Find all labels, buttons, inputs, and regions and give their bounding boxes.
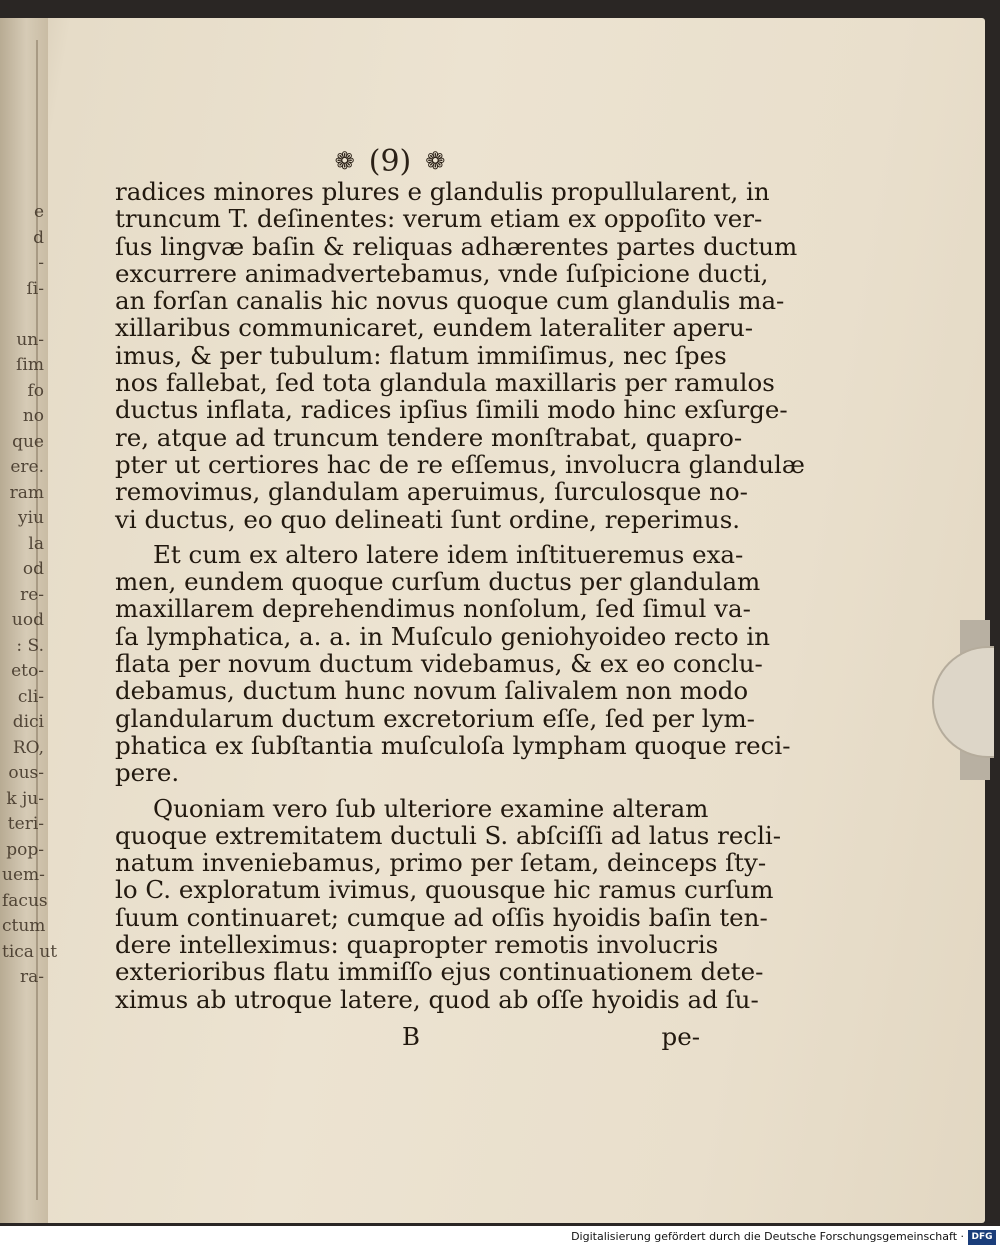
margin-fragment: re- — [20, 584, 44, 605]
text-line: pter ut certiores hac de re eſſemus, involucra glandulæ — [115, 449, 805, 479]
margin-fragment: no — [22, 406, 44, 426]
page-header — [320, 142, 460, 180]
signature-mark: B — [402, 1022, 421, 1051]
text-line: ximus ab utroque latere, quod ab oſſe hyoidis ad ſu- — [115, 984, 759, 1014]
text-line: truncum T. deſinentes: verum etiam ex oppoſito ver- — [115, 204, 763, 234]
margin-fragment: yiu — [18, 508, 44, 528]
text-line: an forſan canalis hic novus quoque cum glandulis ma- — [115, 286, 785, 316]
margin-fragment: tica ut — [2, 941, 58, 962]
text-line: exterioribus flatu immiſſo ejus continuationem dete- — [115, 957, 764, 987]
margin-fragment: facus — [2, 890, 48, 911]
text-line: ductus inflata, radices ipſius ſimili modo hinc exſurge- — [115, 395, 788, 425]
text-line: ſuum continuaret; cumque ad oſſis hyoidis baſin ten- — [115, 902, 768, 932]
text-line: ſus lingvæ baſin & reliquas adhærentes partes ductum — [115, 231, 798, 261]
margin-fragment: eto- — [11, 661, 44, 681]
margin-fragment: que — [12, 431, 44, 452]
margin-fragment: uem- — [2, 865, 45, 885]
credit-text: Digitalisierung gefördert durch die Deutsche Forschungsgemeinschaft · — [571, 1230, 964, 1243]
ornament-left-icon: ❁ — [334, 147, 355, 175]
text-line: excurrere animadvertebamus, vnde ſuſpicione ducti, — [115, 258, 769, 288]
text-line: imus, & per tubulum: flatum immiſimus, nec ſpes — [115, 340, 727, 370]
margin-fragment: pop- — [6, 839, 44, 860]
margin-fragment: ram — [9, 482, 44, 503]
margin-fragment: teri- — [7, 814, 44, 834]
margin-fragment: dici — [12, 712, 44, 732]
margin-fragment: ſi- — [26, 278, 44, 299]
margin-fragment: ere. — [10, 457, 44, 477]
text-line: ſa lymphatica, a. a. in Muſculo geniohyoideo recto in — [115, 621, 771, 651]
margin-fragment: d — [33, 227, 44, 248]
text-line: Et cum ex altero latere idem inſtitueremus exa- — [153, 539, 744, 569]
margin-fragment: cli- — [17, 686, 44, 707]
ornament-right-icon: ❁ — [425, 147, 446, 175]
text-line: Quoniam vero ſub ulteriore examine alteram — [153, 793, 709, 823]
text-line: flata per novum ductum videbamus, & ex eo conclu- — [115, 649, 763, 679]
margin-fragment: k ju- — [6, 788, 44, 809]
margin-fragment: od — [22, 559, 44, 579]
facing-page-text-fragments — [2, 200, 58, 1160]
text-line: removimus, glandulam aperuimus, ſurculosque no- — [115, 477, 748, 507]
text-line: radices minores plures e glandulis propullularent, in — [115, 177, 770, 206]
dfg-logo: DFG — [968, 1230, 996, 1245]
text-line: vi ductus, eo quo delineati ſunt ordine, reperimus. — [115, 504, 741, 534]
text-line: maxillarem deprehendimus nonſolum, ſed ſimul va- — [115, 594, 751, 624]
text-line: lo C. exploratum ivimus, quousque hic ramus curſum — [115, 875, 774, 905]
margin-fragment: e — [33, 202, 44, 222]
margin-fragment — [2, 302, 44, 328]
text-line: men, eundem quoque curſum ductus per glandulam — [115, 567, 761, 597]
margin-fragment: : S. — [16, 635, 44, 656]
margin-fragment: - — [38, 253, 44, 273]
text-line: quoque extremitatem ductuli S. abſciſſi ad latus recli- — [115, 820, 782, 850]
margin-fragment: uod — [11, 610, 44, 630]
body-text — [115, 177, 805, 1014]
digitization-credit-bar — [0, 1226, 1000, 1250]
margin-fragment: fo — [27, 380, 44, 401]
text-line: phatica ex ſubſtantia muſculoſa lympham quoque reci- — [115, 730, 791, 760]
text-line: pere. — [115, 758, 180, 788]
page-footer — [115, 1022, 700, 1054]
catchword: pe- — [661, 1022, 700, 1051]
margin-fragment: un- — [16, 329, 44, 350]
margin-fragment: la — [28, 533, 44, 554]
text-line: natum inveniebamus, primo per ſetam, deinceps ſty- — [115, 848, 767, 878]
text-line: dere intelleximus: quapropter remotis involucris — [115, 930, 719, 960]
text-line: glandularum ductum excretorium eſſe, ſed per lym- — [115, 703, 755, 733]
margin-fragment: ous- — [8, 763, 44, 783]
text-line: re, atque ad truncum tendere monſtrabat, quapro- — [115, 422, 743, 452]
page-number: (9) — [368, 143, 412, 179]
margin-fragment: ctum — [2, 916, 46, 936]
margin-fragment: ſim — [16, 355, 44, 375]
text-line: xillaribus communicaret, eundem lateraliter aperu- — [115, 313, 754, 343]
text-line: debamus, ductum hunc novum ſalivalem non modo — [115, 676, 749, 706]
margin-fragment: RO, — [12, 737, 44, 758]
margin-fragment: ra- — [19, 967, 44, 987]
text-line: nos fallebat, ſed tota glandula maxillaris per ramulos — [115, 368, 775, 398]
